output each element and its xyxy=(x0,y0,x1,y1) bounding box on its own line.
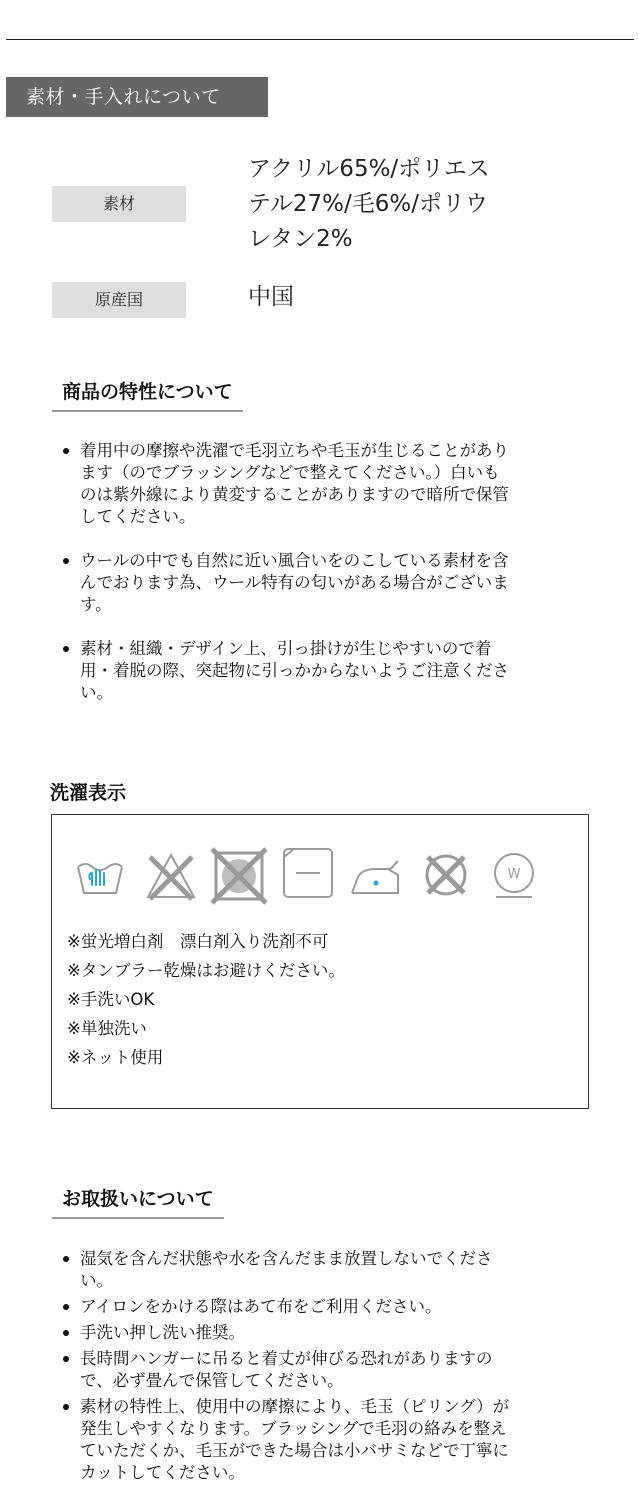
care-label-box xyxy=(51,814,589,1109)
spec-value-line: アクリル65%/ポリエス xyxy=(248,156,490,182)
section-banner: 素材・手入れについて xyxy=(6,77,268,117)
no-dry-clean-icon xyxy=(420,845,472,901)
line-dry-shade-icon xyxy=(280,845,336,901)
list-item xyxy=(52,638,592,704)
list-item-line: んでおります為、ウール特有の匂いがある場合がございま xyxy=(80,573,509,592)
list-item-line: 発生しやすくなります。ブラッシングで毛羽の絡みを整え xyxy=(80,1419,507,1438)
handling-heading: お取扱いについて xyxy=(52,1185,224,1219)
spec-value-line: レタン2% xyxy=(248,226,353,252)
wet-clean-icon xyxy=(488,845,540,905)
iron-low-icon xyxy=(348,845,404,901)
spec-value-line: テル27%/毛6%/ポリウ xyxy=(248,191,488,217)
list-item-line: のは紫外線により黄変することがありますので暗所で保管 xyxy=(80,485,509,504)
no-bleach-icon xyxy=(142,845,200,905)
list-item xyxy=(52,1322,592,1344)
list-item-line: アイロンをかける際はあて布をご利用ください。 xyxy=(80,1297,442,1316)
list-item xyxy=(52,440,592,528)
list-item-line: してください。 xyxy=(80,507,196,526)
wet-clean-letter: W xyxy=(507,867,521,882)
list-item xyxy=(52,1396,592,1484)
features-list xyxy=(52,440,592,704)
care-heading: 洗濯表示 xyxy=(50,782,127,804)
list-item-line: い。 xyxy=(80,683,113,702)
care-note: ※蛍光増白剤 漂白剤入り洗剤不可 xyxy=(67,932,329,951)
list-item xyxy=(52,550,592,616)
hand-wash-icon xyxy=(74,845,126,905)
features-heading: 商品の特性について xyxy=(52,378,243,412)
list-item-line: ます（のでブラッシングなどで整えてください。）白いも xyxy=(80,463,500,482)
handling-list xyxy=(52,1248,592,1484)
care-note: ※タンブラー乾燥はお避けください。 xyxy=(67,961,345,980)
list-item-line: 湿気を含んだ状態や水を含んだまま放置しないでくださ xyxy=(80,1249,493,1268)
list-item-line: 素材・組織・デザイン上、引っ掛けが生じやすいので着 xyxy=(80,639,492,658)
list-item-line: 手洗い押し洗い推奨。 xyxy=(80,1323,245,1342)
list-item-line: カットしてください。 xyxy=(80,1463,245,1482)
list-item xyxy=(52,1348,592,1392)
spec-value-origin xyxy=(248,280,548,315)
care-note: ※単独洗い xyxy=(67,1019,147,1038)
list-item xyxy=(52,1296,592,1318)
list-item-line: 用・着脱の際、突起物に引っかからないようご注意くださ xyxy=(80,661,509,680)
care-note: ※手洗いOK xyxy=(67,990,155,1009)
list-item xyxy=(52,1248,592,1292)
spec-label-material: 素材 xyxy=(52,186,186,222)
spec-value-line: 中国 xyxy=(248,284,294,310)
care-icons-row xyxy=(72,845,552,915)
top-divider xyxy=(6,39,634,40)
spec-label-origin: 原産国 xyxy=(52,282,186,318)
list-item-line: す。 xyxy=(80,595,112,614)
list-item-line: い。 xyxy=(80,1271,113,1290)
spec-value-material xyxy=(248,152,548,257)
list-item-line: 着用中の摩擦や洗濯で毛羽立ちや毛玉が生じることがあり xyxy=(80,441,509,460)
list-item-line: 長時間ハンガーに吊ると着丈が伸びる恐れがありますの xyxy=(80,1349,493,1368)
no-tumble-dry-icon xyxy=(208,845,270,907)
care-notes-list xyxy=(67,927,345,1072)
list-item-line: ていただくか、毛玉ができた場合は小バサミなどで丁寧に xyxy=(80,1441,509,1460)
list-item-line: 素材の特性上、使用中の摩擦により、毛玉（ピリング）が xyxy=(80,1397,510,1416)
list-item-line: ウールの中でも自然に近い風合いをのこしている素材を含 xyxy=(80,551,509,570)
care-note: ※ネット使用 xyxy=(67,1048,164,1067)
list-item-line: で、必ず畳んで保管してください。 xyxy=(80,1371,344,1390)
